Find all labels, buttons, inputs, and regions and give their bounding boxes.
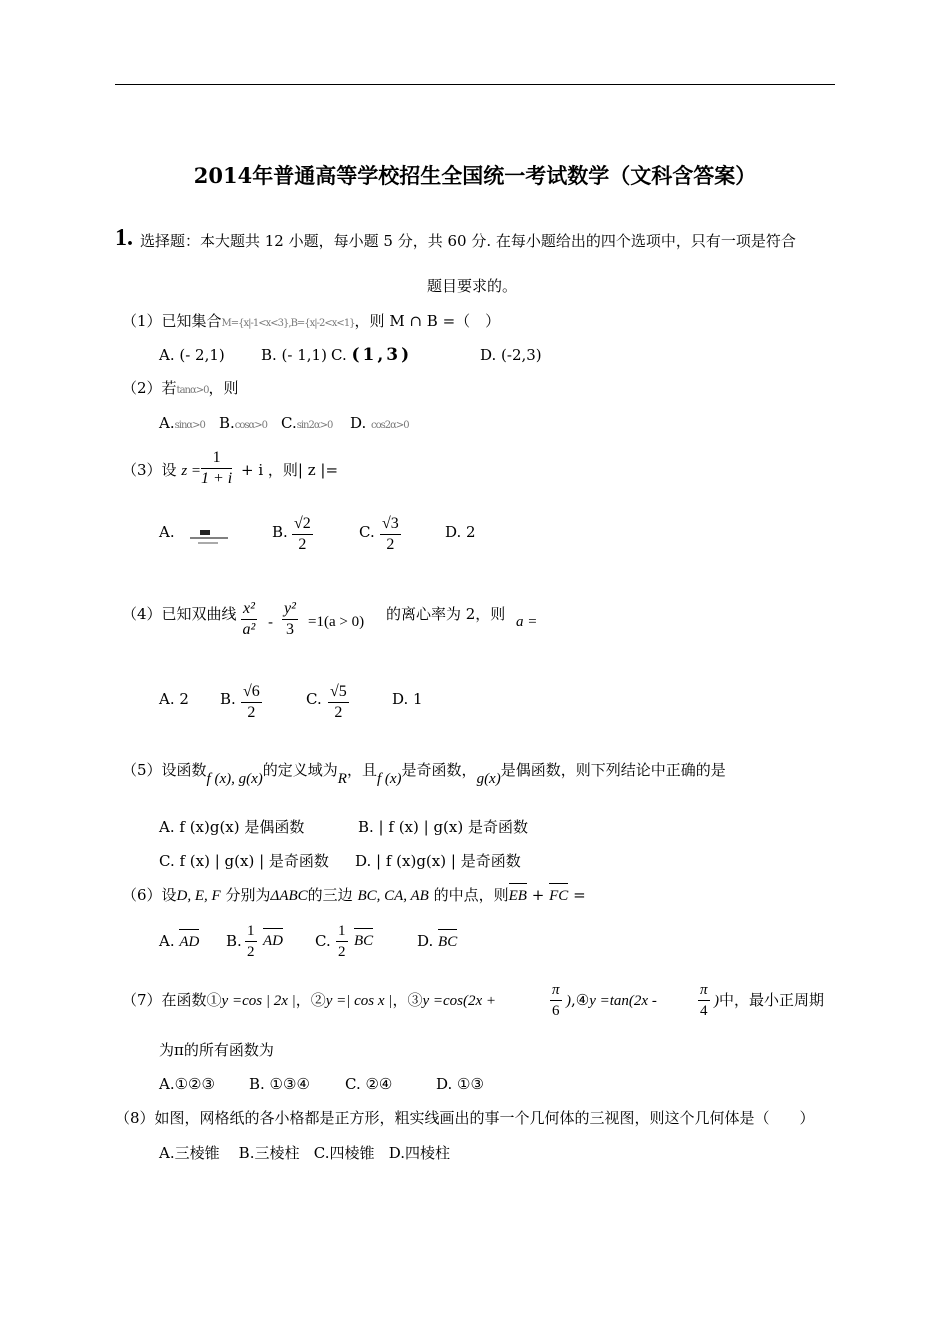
q4-fraction-x: $\frac{\text{x²}}{\text{a²}}$: [242, 600, 256, 638]
q6-option-c-fraction: $\frac{1}{2}$: [338, 923, 346, 960]
q6-vector-eb: EB: [508, 888, 527, 904]
q3-option-b: B.: [272, 523, 288, 541]
q4-tail: 的离心率为 2，则: [386, 605, 506, 623]
q7-stem: （7）在函数①y =cos | 2x |，②y =| cos x |，③y =cos(2x +: [122, 991, 497, 1009]
q6-option-a: A. AD: [159, 932, 200, 950]
q7-stem-end: )中，最小正周期: [714, 991, 825, 1009]
q1-option-d: D. (-2,3): [480, 346, 542, 364]
q7-option-d: D. ①③: [436, 1075, 484, 1093]
q4-option-d: D. 1: [392, 690, 423, 708]
q3-option-b-fraction: $\frac{√2}{2}$: [294, 515, 311, 553]
q2-stem: （2）若tanα>0，则: [122, 379, 239, 397]
q3-option-c: C.: [359, 523, 375, 541]
q4-stem: （4）已知双曲线: [122, 605, 237, 623]
q4-option-c: C.: [306, 690, 322, 708]
q4-equation: =1(a > 0): [308, 614, 365, 630]
q1-stem: （1）已知集合M={x|-1<x<3},B={x|-2<x<1}，则 M ∩ B =（ ）: [122, 312, 501, 330]
q6-option-b: B.: [226, 932, 242, 950]
q2-option-a: A.sinα>0: [159, 414, 205, 432]
q4-fraction-y: $\frac{\text{y²}}{3}$: [284, 600, 296, 638]
q7-option-a: A.①②③: [159, 1075, 215, 1093]
q7-pi-over-4: $\frac{\pi}{4}$: [700, 982, 708, 1019]
q1-option-b: B. (- 1,1): [261, 346, 327, 364]
q5-option-c: C. f (x) | g(x) | 是奇函数: [159, 852, 329, 870]
q3-option-a: A.: [159, 523, 175, 541]
q1-option-c: C. (1,3): [331, 345, 413, 365]
section-instructions: 选择题：本大题共 12 小题，每小题 5 分，共 60 分. 在每小题给出的四个选项中，只有一项是符合: [140, 232, 796, 250]
section-instructions-cont: 题目要求的。: [427, 277, 518, 295]
q6-option-c: C.: [315, 932, 331, 950]
q4-option-c-fraction: $\frac{√5}{2}$: [330, 683, 347, 721]
q6-option-b-vector: AD: [263, 933, 283, 949]
q6-stem: （6）设D, E, F 分别为ΔABC的三边 BC, CA, AB 的中点，则EB + FC =: [122, 886, 586, 904]
q7-option-b: B. ①③④: [249, 1075, 310, 1093]
q4-minus: -: [268, 613, 274, 631]
q1-option-a: A. (- 2,1): [159, 346, 225, 364]
q6-option-b-fraction: $\frac{1}{2}$: [247, 923, 255, 960]
q8-options: A.三棱锥 B.三棱柱 C.四棱锥 D.四棱柱: [159, 1144, 451, 1162]
q6-vector-fc: FC: [549, 888, 569, 904]
q2-option-c: C.sin2α>0: [281, 414, 333, 432]
q2-option-d: D. cos2α>0: [350, 414, 409, 432]
q3-option-d: D. 2: [445, 523, 476, 541]
header-rule: [115, 84, 835, 85]
q6-option-c-vector: BC: [354, 933, 374, 949]
q3-option-c-fraction: $\frac{√3}{2}$: [382, 515, 399, 553]
q7-stem-line2: 为π的所有函数为: [159, 1041, 274, 1059]
q7-pi-over-6: $\frac{\pi}{6}$: [552, 982, 560, 1019]
q8-stem: （8）如图，网格纸的各小格都是正方形，粗实线画出的事一个几何体的三视图，则这个几何体是（ ）: [115, 1109, 815, 1127]
q3-stem: （3）设 z =: [122, 461, 202, 479]
q3-option-a-blurred-fraction: [188, 528, 230, 548]
q5-option-b: B. | f (x) | g(x) 是奇函数: [358, 818, 528, 836]
q4-ask: a =: [516, 614, 538, 630]
q7-option-c: C. ②④: [345, 1075, 393, 1093]
q1-sets-blurred: M={x|-1<x<3},B={x|-2<x<1}: [221, 318, 355, 329]
q3-fraction: $\frac{1}{1 + i}$: [201, 449, 233, 487]
section-number: 1.: [115, 225, 133, 251]
q7-stem-mid: ),④y =tan(2x -: [566, 991, 657, 1009]
q6-option-d: D. BC: [417, 932, 458, 950]
q4-option-a: A. 2: [159, 690, 189, 708]
q2-option-b: B.cosα>0: [219, 414, 268, 432]
q3-tail: + i ，则| z |=: [241, 461, 339, 479]
q4-option-b-fraction: $\frac{√6}{2}$: [243, 683, 260, 721]
page-title: 2014年普通高等学校招生全国统一考试数学（文科含答案）: [193, 163, 757, 188]
q5-option-d: D. | f (x)g(x) | 是奇函数: [355, 852, 521, 870]
q5-stem: （5）设函数f (x), g(x)的定义域为R，且f (x)是奇函数，g(x)是偶函数，则下列结论中正确的是: [122, 761, 726, 787]
q4-option-b: B.: [220, 690, 236, 708]
q5-option-a: A. f (x)g(x) 是偶函数: [159, 818, 305, 836]
